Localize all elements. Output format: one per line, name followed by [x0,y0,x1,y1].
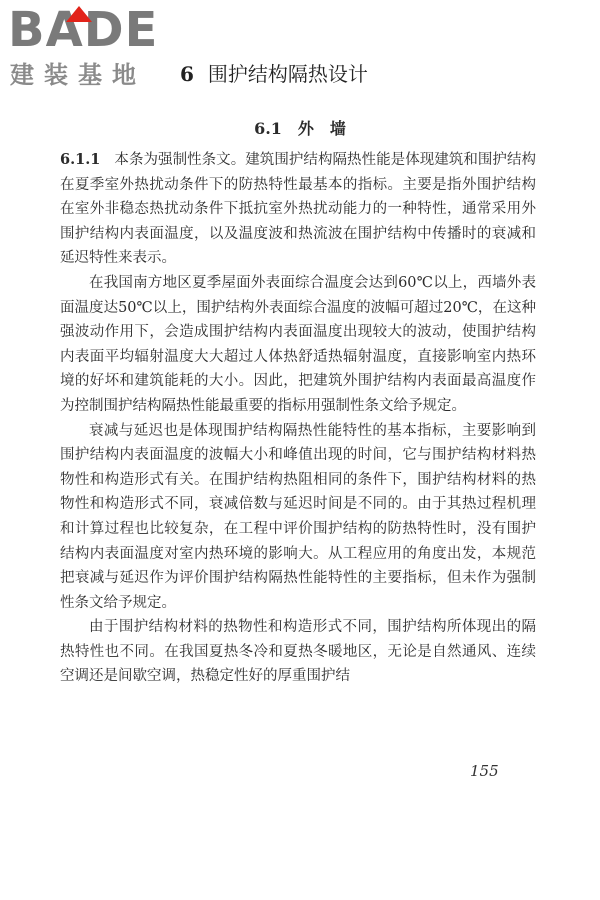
paragraph: 由于围护结构材料的热物性和构造形式不同，围护结构所体现出的隔热特性也不同。在我国夏热冬冷和夏热冬暖地区，无论是自然通风、连续空调还是间歇空调，热稳定性好的厚重围护结 [60,619,536,685]
paragraph [60,148,536,271]
paragraph: 衰减与延迟也是体现围护结构隔热性能特性的基本指标，主要影响到围护结构内表面温度的波幅大小和峰值出现的时间，它与围护结构材料热物性和构造形式有关。在围护结构热阻相同的条件下，围护结构材料的热物性和构造形式不同，衰减倍数与延迟时间是不同的。由于其热过程机理和计算过程也比较复杂，在工程中评价围护结构的防热特性时，没有围护结构内表面温度对室内热环境的影响大。从工程应用的角度出发，本规范把衰减与延迟作为评价围护结构隔热性能特性的主要指标，但未作为强制性条文给予规定。 [60,422,536,611]
logo-letters: BADE [8,2,159,58]
logo-chinese-text: 建装基地 [10,61,146,89]
chapter-heading [180,60,368,88]
paragraph-text: 本条为强制性条文。建筑围护结构隔热性能是体现建筑和围护结构在夏季室外热扰动条件下的防热特性最基本的指标。主要是指外围护结构在室外非稳态热扰动条件下抵抗室外热扰动能力的一种特性，通常采用外围护结构内表面温度，以及温度波和热流波在围护结构中传播时的衰减和延迟特性来表示。 [60,152,536,267]
page-number: 155 [470,762,499,780]
chapter-title: 围护结构隔热设计 [207,62,368,86]
clause-number: 6.1.1 [60,151,101,168]
publisher-logo [8,4,178,94]
body-text [60,148,536,689]
logo-accent-mark [66,6,92,22]
section-title: 外 墙 [297,119,346,138]
section-heading [0,118,600,140]
section-number: 6.1 [254,119,282,138]
paragraph: 在我国南方地区夏季屋面外表面综合温度会达到60℃以上，西墙外表面温度达50℃以上，围护结构外表面综合温度的波幅可超过20℃，在这种强波动作用下，会造成围护结构内表面温度出现较大的波动，使围护结构内表面平均辐射温度大大超过人体热舒适热辐射温度，直接影响室内热环境的好坏和建筑能耗的大小。因此，把建筑外围护结构内表面最高温度作为控制围护结构隔热性能最重要的指标用强制性条文给予规定。 [60,274,536,414]
chapter-number: 6 [180,62,194,86]
